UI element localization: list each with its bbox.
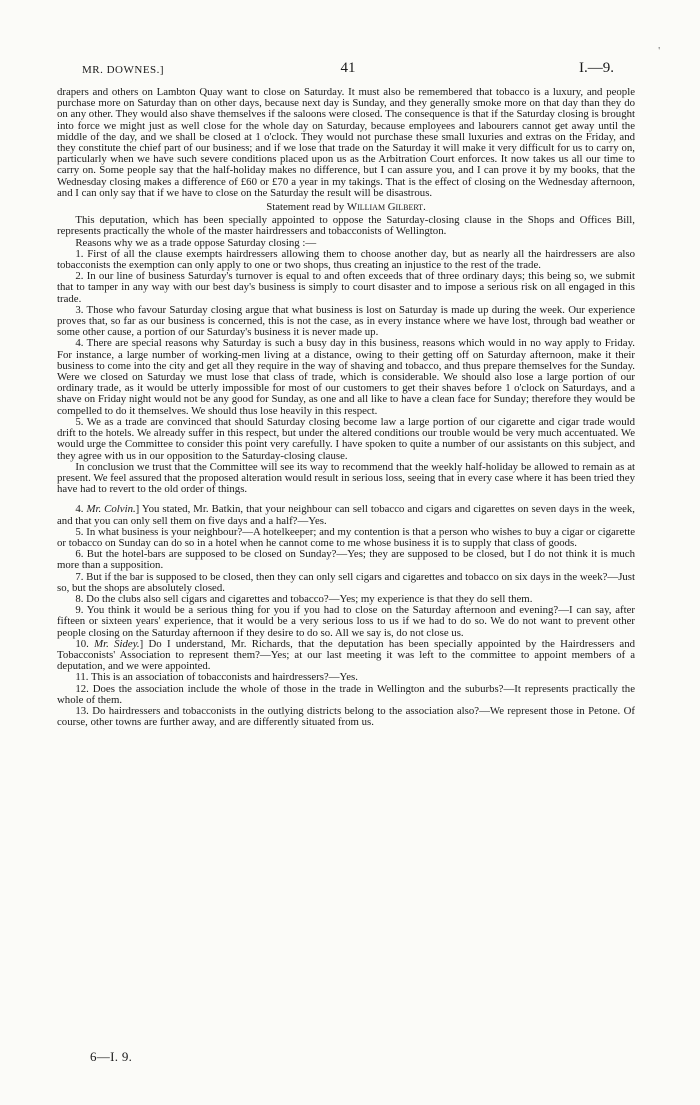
qa-text: ] You stated, Mr. Batkin, that your neighbour can sell tobacco and cigars and cigarettes on seven days in the week, and that you can only sell them on five days and a half?—Yes.	[57, 503, 636, 527]
signature-mark: 6—I. 9.	[90, 1049, 133, 1064]
qa-text: 13. Do hairdressers and tobacconists in the outlying districts belong to the association also?—We represent those in Petone. Of course, other towns are further away, and are differently situated from us.	[57, 704, 635, 729]
statement-prefix: Statement read by	[266, 201, 347, 214]
qa-paragraph	[57, 549, 635, 571]
qa-text: 8. Do the clubs also sell cigars and cigarettes and tobacco?—Yes; my experience is that they do sell them.	[75, 592, 533, 605]
qa-speaker: Mr. Colvin.	[86, 503, 136, 516]
margin-mark: '	[658, 46, 660, 57]
statement-paragraph: 5. We as a trade are convinced that should Saturday closing become law a large portion of our cigarette and cigar trade would drift to the hotels. We already suffer in this respect, but under the altered conditions our trouble would be very much accentuated. We would urge the Committee to consider this point very carefully. I have spoken to quite a number of our assistants on this subject, and they agree with us in our opposition to the Saturday-closing clause.	[57, 415, 635, 462]
page-header	[82, 60, 614, 80]
qa-text: 11. This is an association of tobacconists and hairdressers?—Yes.	[75, 671, 358, 684]
qa-paragraph	[57, 605, 635, 639]
qa-paragraph	[57, 504, 635, 526]
paper-reference: I.—9.	[579, 60, 614, 76]
statement-suffix: .	[423, 201, 426, 214]
statement-author: William Gilbert	[346, 201, 424, 214]
page-number: 41	[340, 60, 356, 76]
qa-number: 10.	[75, 637, 95, 650]
qa-paragraph	[57, 572, 635, 594]
statement-paragraph: In conclusion we trust that the Committee will see its way to recommend that the weekly half-holiday be allowed to remain as at present. We feel assured that the proposed alteration would result in serious loss, seeing that in every case where it has been tried they have had to revert to the old order of things.	[57, 460, 635, 496]
statement-paragraph: This deputation, which has been specially appointed to oppose the Saturday-closing clause in the Shops and Offices Bill, represents practically the whole of the master hairdressers and tobacconists of Wellington.	[57, 214, 635, 238]
qa-text: 5. In what business is your neighbour?—A hotelkeeper; and my contention is that a person who wishes to buy a cigar or cigarette or tobacco on Sunday can do so in a hotel when he cannot come to me whose business it is to supply that class of goods.	[57, 525, 635, 549]
qa-paragraph	[57, 639, 635, 673]
intro-paragraph: drapers and others on Lambton Quay want to close on Saturday. It must also be remembered that tobacco is a luxury, and people purchase more on Saturday than on other days, because next day is Sunday, and they generally smoke more on that day than they do on any other. They would also shave themselves if the saloons were closed. The consequence is that if the Saturday closing is brought into force we might just as well close for the whole day on Saturday, because employees and labourers cannot get away until the middle of the day, and we shall be closed at 1 o'clock. They would not purchase these small luxuries and extras on the Friday, and they constitute the chief part of our business; and if we lose that trade on the Saturday it will make it very difficult for us to carry on, particularly when we have such severe conditions placed upon us as the Arbitration Court enforces. It now takes us all our time to carry on. Some people say that the half-holiday makes no difference, but I can assure you, and I can prove it by my books, that the Wednesday closing makes a difference of £60 or £70 a year in my takings. That is the effect of closing on the Wednesday afternoon, and I can only say that if we have to close on the Saturday the result will be disastrous.	[57, 86, 635, 199]
document-body	[57, 87, 635, 728]
qa-paragraph	[57, 684, 635, 706]
statement-paragraph: 2. In our line of business Saturday's turnover is equal to and often exceeds that of three ordinary days; this being so, we submit that to tamper in any way with our best day's business is simply to court disaster and to impose a serious risk on all engaged in this trade.	[57, 270, 635, 305]
qa-text: 6. But the hotel-bars are supposed to be closed on Sunday?—Yes; they are supposed to be closed, but I do not think it is much more than a supposition.	[57, 548, 635, 572]
qa-number: 4.	[75, 503, 87, 516]
statement-paragraph: Reasons why we as a trade oppose Saturday closing :—	[75, 236, 317, 249]
qa-text: 7. But if the bar is supposed to be closed, then they can only sell cigars and cigarettes and tobacco on six days in the week?—Just so, but the shops are absolutely closed.	[57, 570, 635, 594]
statement-paragraph: 3. Those who favour Saturday closing argue that what business is lost on Saturday is made up during the week. Our experience proves that, so far as our business is concerned, this is not the case, as in every instance where we have lost, through bad weather or some other cause, a portion of our Saturday's business it is never made up.	[57, 303, 635, 339]
qa-paragraph	[57, 706, 635, 728]
qa-text: 9. You think it would be a serious thing for you if you had to close on the Saturday afternoon and evening?—I can say, after fifteen or sixteen years' experience, that it would be a very serious loss to us if we had to do so. We do not want to prevent other people closing on the Saturday afternoon if they desire to do so. All we say is, do not close us.	[57, 604, 635, 639]
qa-speaker: Mr. Sidey.	[94, 637, 140, 650]
qa-text: ] Do I understand, Mr. Richards, that the deputation has been specially appointed by the Hairdressers and Tobacconists' Association to represent them?—Yes; at our last meeting it was left to the committee to appoint members of a deputation, and we were appointed.	[57, 637, 636, 673]
qa-text: 12. Does the association include the whole of those in the trade in Wellington and the suburbs?—It represents practically the whole of them.	[57, 682, 635, 706]
statement-paragraph: 1. First of all the clause exempts hairdressers allowing them to choose another day, but as nearly all the hairdressers are also tobacconists the exemption can only apply to one or two shops, thus creating an injustice to the rest of the trade.	[57, 247, 635, 272]
header-speaker: MR. DOWNES.]	[82, 64, 165, 76]
qa-paragraph	[57, 527, 635, 549]
statement-heading	[57, 202, 635, 213]
statement-paragraph: 4. There are special reasons why Saturday is such a busy day in this business, reasons which would in no way apply to Friday. For instance, a large number of working-men living at a distance, owing to their getting off on Saturday afternoon, make it their business to come into the city and get all they require in the way of shaving and tobacco, and thus prepare themselves for the Sunday. Were we closed on Saturday we must lose that class of trade, which is considerable. We should also lose a large portion of our ordinary trade, as it would be utterly impossible for most of our customers to get their shaves before 1 o'clock on Saturdays, and a shave on Friday night would not be any good for Sunday, as one and all like to have a clean face for Sunday; therefore they would be compelled to do it themselves. We should thus lose heavily in this respect.	[57, 337, 635, 417]
